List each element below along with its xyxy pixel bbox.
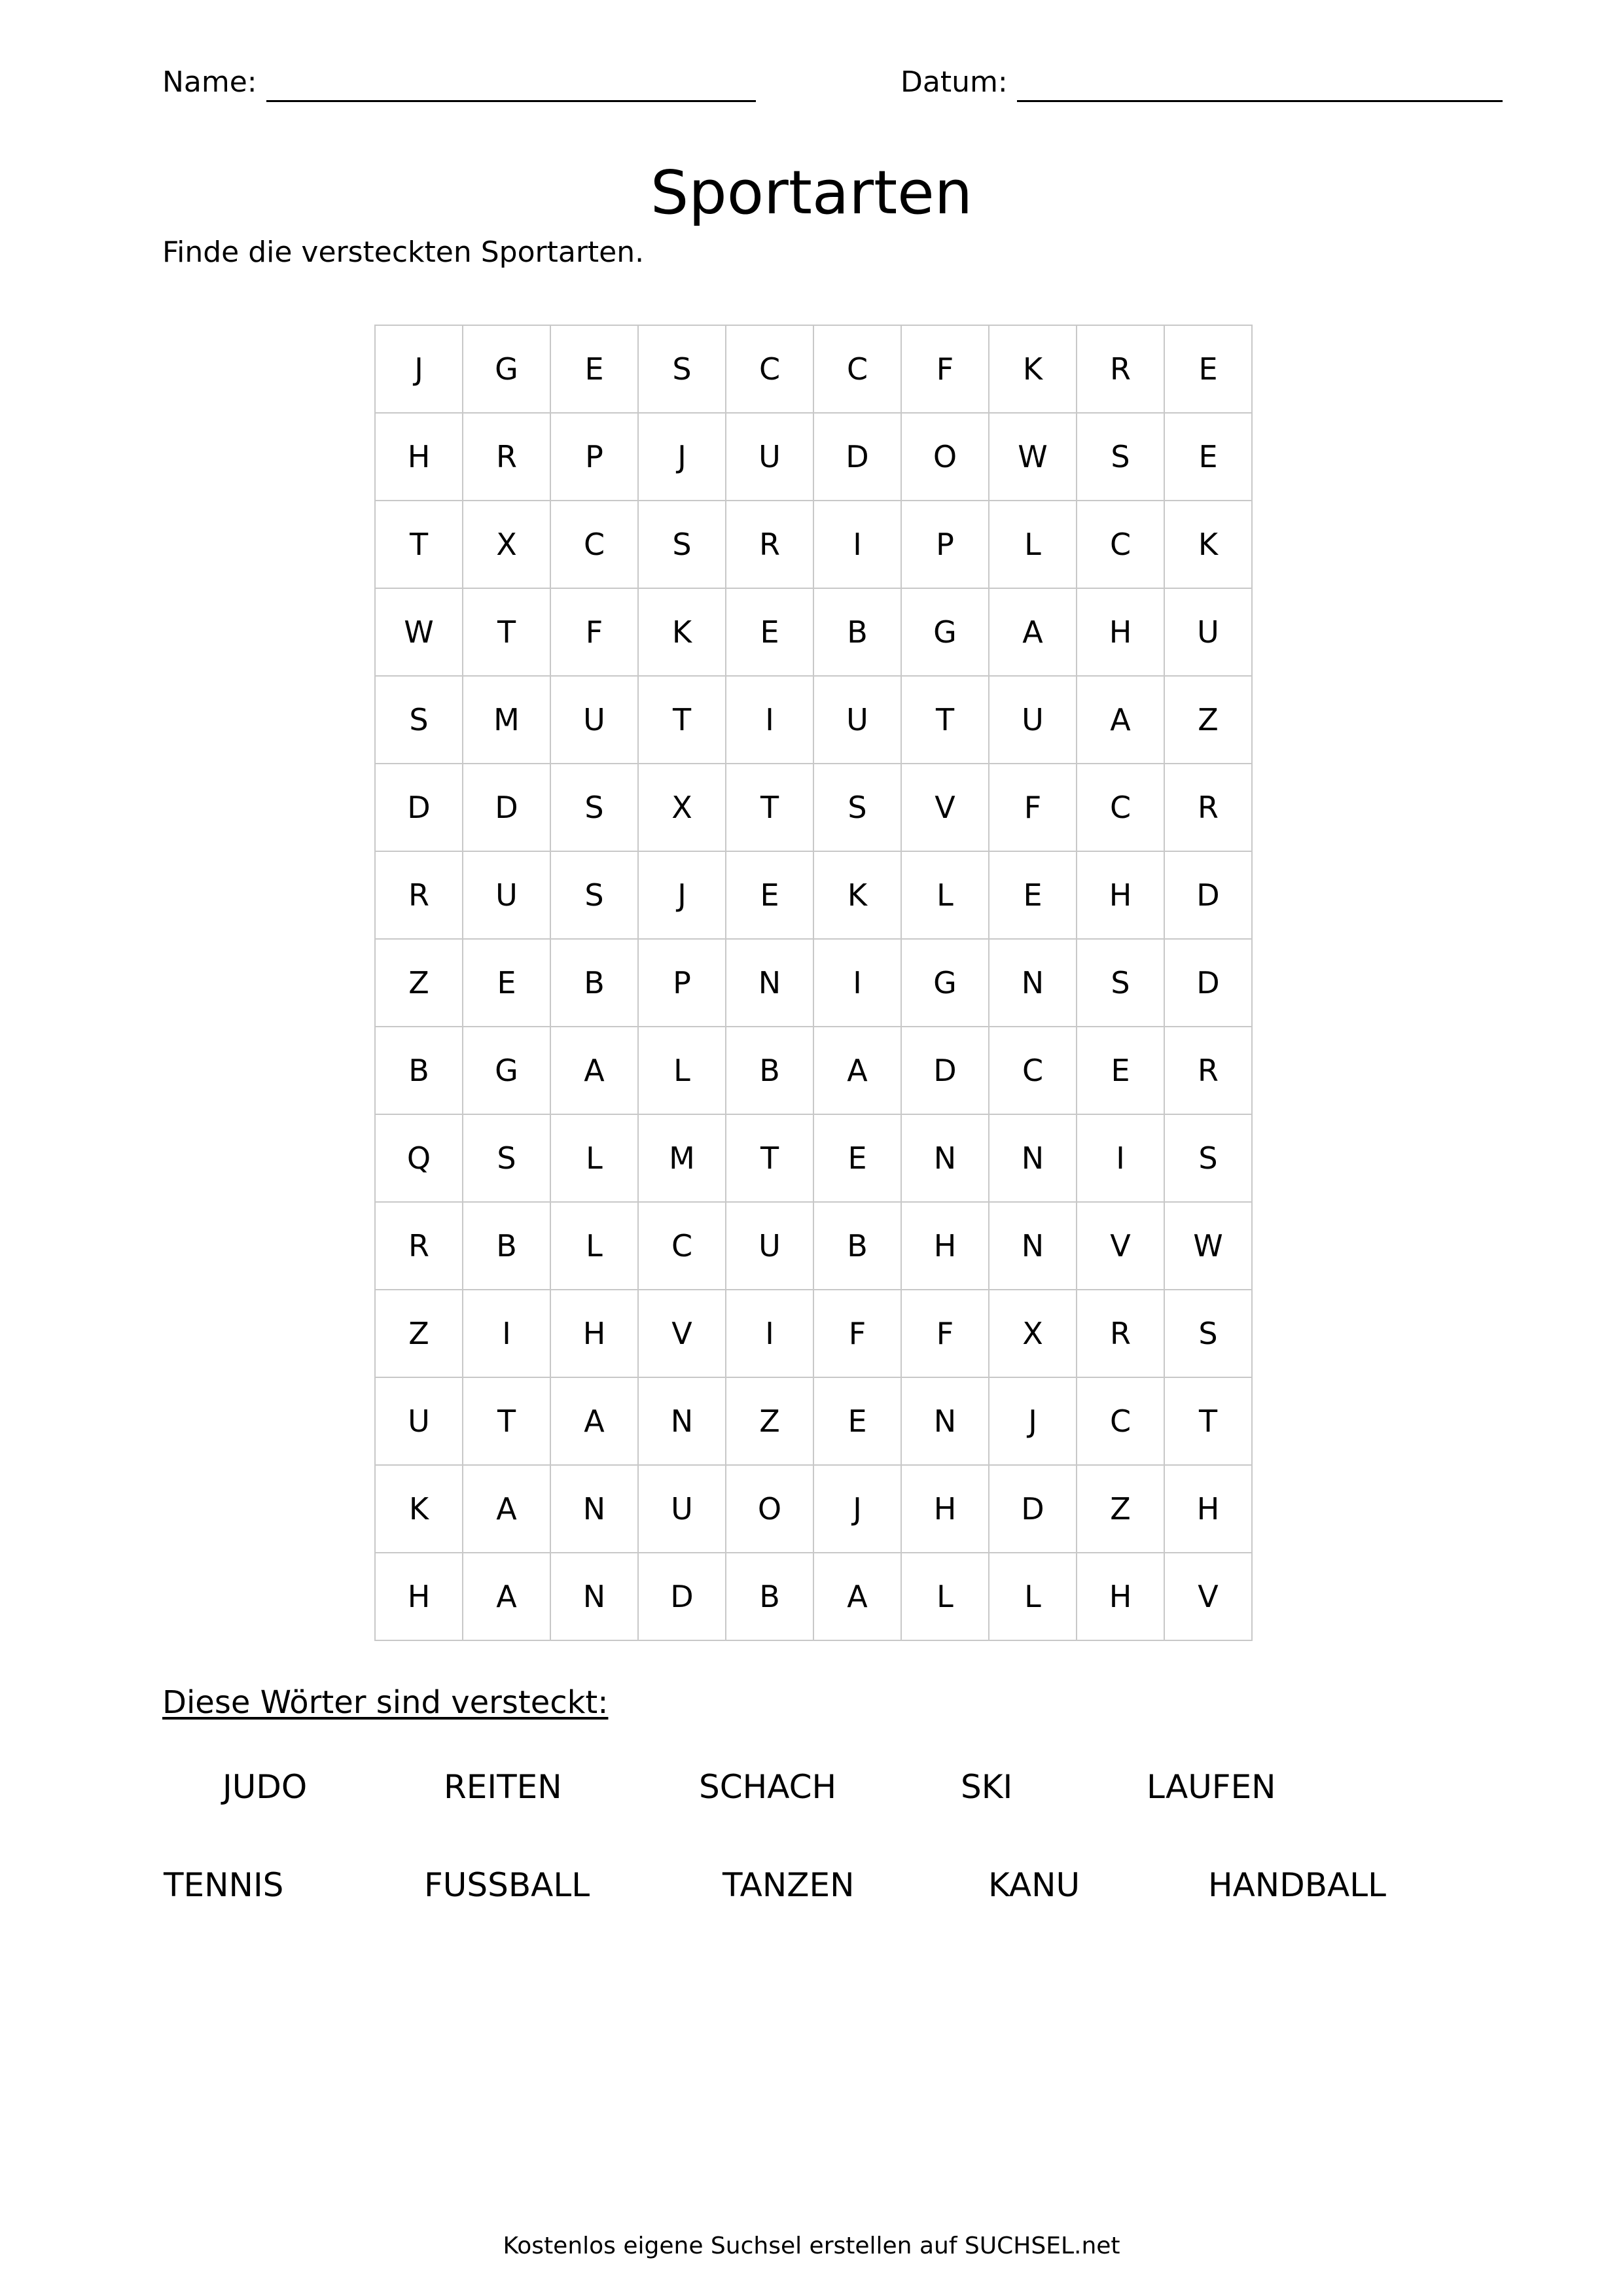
- grid-cell: N: [551, 1553, 639, 1641]
- grid-cell: S: [1165, 1115, 1253, 1203]
- grid-cell: L: [902, 1553, 990, 1641]
- grid-cell: G: [902, 940, 990, 1027]
- grid-cell: U: [1165, 589, 1253, 677]
- grid-cell: J: [639, 852, 726, 940]
- grid-cell: S: [376, 677, 463, 764]
- grid-cell: G: [463, 1027, 551, 1115]
- date-field: [901, 63, 1503, 102]
- word-item: JUDO: [223, 1768, 308, 1806]
- grid-cell: A: [551, 1378, 639, 1466]
- word-item: SKI: [961, 1768, 1013, 1806]
- grid-cell: C: [1077, 764, 1165, 852]
- grid-cell: V: [1077, 1203, 1165, 1290]
- grid-cell: S: [1165, 1290, 1253, 1378]
- grid-cell: L: [990, 1553, 1077, 1641]
- word-item: LAUFEN: [1147, 1768, 1276, 1806]
- grid-cell: F: [902, 326, 990, 414]
- grid-cell: L: [551, 1115, 639, 1203]
- grid-cell: A: [551, 1027, 639, 1115]
- grid-cell: U: [814, 677, 902, 764]
- grid-cell: R: [376, 1203, 463, 1290]
- grid-cell: D: [902, 1027, 990, 1115]
- grid-cell: M: [463, 677, 551, 764]
- grid-cell: I: [814, 940, 902, 1027]
- grid-cell: E: [990, 852, 1077, 940]
- grid-cell: B: [376, 1027, 463, 1115]
- grid-cell: L: [990, 501, 1077, 589]
- word-item: FUSSBALL: [424, 1866, 590, 1904]
- grid-cell: N: [726, 940, 814, 1027]
- grid-cell: T: [463, 1378, 551, 1466]
- grid-cell: H: [1077, 589, 1165, 677]
- grid-cell: Q: [376, 1115, 463, 1203]
- grid-cell: H: [1077, 852, 1165, 940]
- grid-cell: W: [376, 589, 463, 677]
- grid-cell: I: [463, 1290, 551, 1378]
- grid-cell: N: [639, 1378, 726, 1466]
- grid-cell: F: [814, 1290, 902, 1378]
- grid-cell: A: [1077, 677, 1165, 764]
- grid-cell: R: [726, 501, 814, 589]
- grid-cell: G: [902, 589, 990, 677]
- name-write-line: [266, 71, 756, 102]
- grid-cell: R: [1165, 1027, 1253, 1115]
- grid-cell: T: [376, 501, 463, 589]
- grid-cell: D: [376, 764, 463, 852]
- grid-cell: H: [902, 1203, 990, 1290]
- grid-cell: S: [1077, 940, 1165, 1027]
- grid-cell: B: [814, 589, 902, 677]
- grid-cell: U: [726, 1203, 814, 1290]
- grid-cell: K: [639, 589, 726, 677]
- grid-cell: D: [1165, 852, 1253, 940]
- grid-cell: O: [902, 414, 990, 501]
- date-write-line: [1017, 71, 1503, 102]
- grid-cell: L: [902, 852, 990, 940]
- grid-cell: R: [1165, 764, 1253, 852]
- grid-cell: T: [726, 764, 814, 852]
- grid-cell: E: [1165, 326, 1253, 414]
- word-item: REITEN: [444, 1768, 562, 1806]
- grid-cell: W: [1165, 1203, 1253, 1290]
- grid-cell: N: [990, 1203, 1077, 1290]
- date-label: Datum:: [901, 65, 1008, 99]
- word-item: HANDBALL: [1208, 1866, 1386, 1904]
- grid-cell: S: [1077, 414, 1165, 501]
- grid-cell: H: [376, 1553, 463, 1641]
- grid-cell: T: [1165, 1378, 1253, 1466]
- grid-cell: T: [463, 589, 551, 677]
- grid-cell: U: [463, 852, 551, 940]
- word-item: KANU: [988, 1866, 1080, 1904]
- grid-cell: S: [551, 764, 639, 852]
- grid-cell: L: [551, 1203, 639, 1290]
- grid-cell: R: [1077, 1290, 1165, 1378]
- grid-cell: K: [1165, 501, 1253, 589]
- grid-cell: S: [639, 326, 726, 414]
- grid-cell: B: [814, 1203, 902, 1290]
- grid-cell: P: [551, 414, 639, 501]
- grid-cell: E: [814, 1115, 902, 1203]
- grid-cell: U: [726, 414, 814, 501]
- grid-cell: K: [376, 1466, 463, 1553]
- grid-cell: C: [639, 1203, 726, 1290]
- grid-cell: Z: [1077, 1466, 1165, 1553]
- grid-cell: D: [639, 1553, 726, 1641]
- grid-cell: Z: [1165, 677, 1253, 764]
- grid-cell: J: [639, 414, 726, 501]
- grid-cell: R: [463, 414, 551, 501]
- grid-cell: Z: [376, 940, 463, 1027]
- grid-cell: I: [726, 1290, 814, 1378]
- grid-cell: D: [814, 414, 902, 501]
- grid-cell: D: [463, 764, 551, 852]
- grid-cell: T: [726, 1115, 814, 1203]
- grid-cell: E: [1077, 1027, 1165, 1115]
- grid-cell: N: [990, 1115, 1077, 1203]
- grid-cell: S: [814, 764, 902, 852]
- grid-cell: N: [551, 1466, 639, 1553]
- grid-cell: L: [639, 1027, 726, 1115]
- grid-cell: R: [1077, 326, 1165, 414]
- grid-cell: P: [902, 501, 990, 589]
- grid-cell: J: [814, 1466, 902, 1553]
- word-list-heading: Diese Wörter sind versteckt:: [162, 1684, 609, 1721]
- grid-cell: F: [902, 1290, 990, 1378]
- grid-cell: B: [551, 940, 639, 1027]
- grid-cell: F: [551, 589, 639, 677]
- grid-cell: C: [814, 326, 902, 414]
- grid-cell: B: [726, 1553, 814, 1641]
- word-item: TANZEN: [722, 1866, 855, 1904]
- grid-cell: C: [1077, 501, 1165, 589]
- instruction-text: Finde die versteckten Sportarten.: [162, 236, 645, 269]
- grid-cell: K: [814, 852, 902, 940]
- grid-cell: U: [376, 1378, 463, 1466]
- grid-cell: U: [990, 677, 1077, 764]
- grid-cell: Z: [376, 1290, 463, 1378]
- grid-cell: E: [814, 1378, 902, 1466]
- grid-cell: U: [551, 677, 639, 764]
- grid-cell: D: [990, 1466, 1077, 1553]
- grid-cell: J: [990, 1378, 1077, 1466]
- grid-cell: I: [1077, 1115, 1165, 1203]
- word-search-grid: [374, 325, 1253, 1641]
- grid-cell: H: [1077, 1553, 1165, 1641]
- grid-cell: I: [726, 677, 814, 764]
- grid-cell: H: [1165, 1466, 1253, 1553]
- name-field: [162, 63, 756, 102]
- grid-cell: X: [990, 1290, 1077, 1378]
- grid-cell: D: [1165, 940, 1253, 1027]
- grid-cell: C: [1077, 1378, 1165, 1466]
- grid-cell: H: [376, 414, 463, 501]
- word-item: SCHACH: [699, 1768, 837, 1806]
- grid-cell: E: [463, 940, 551, 1027]
- grid-cell: A: [814, 1553, 902, 1641]
- grid-cell: N: [990, 940, 1077, 1027]
- grid-cell: W: [990, 414, 1077, 501]
- grid-cell: P: [639, 940, 726, 1027]
- grid-cell: A: [990, 589, 1077, 677]
- grid-cell: B: [463, 1203, 551, 1290]
- grid-cell: E: [726, 589, 814, 677]
- word-item: TENNIS: [164, 1866, 284, 1904]
- grid-cell: S: [551, 852, 639, 940]
- grid-cell: V: [639, 1290, 726, 1378]
- grid-cell: B: [726, 1027, 814, 1115]
- page-title: Sportarten: [650, 158, 973, 228]
- grid-cell: S: [463, 1115, 551, 1203]
- grid-cell: H: [902, 1466, 990, 1553]
- name-label: Name:: [162, 65, 257, 99]
- grid-cell: V: [902, 764, 990, 852]
- grid-cell: K: [990, 326, 1077, 414]
- grid-cell: Z: [726, 1378, 814, 1466]
- grid-cell: E: [1165, 414, 1253, 501]
- grid-cell: M: [639, 1115, 726, 1203]
- grid-cell: N: [902, 1115, 990, 1203]
- grid-cell: X: [639, 764, 726, 852]
- grid-cell: X: [463, 501, 551, 589]
- grid-cell: J: [376, 326, 463, 414]
- grid-cell: C: [990, 1027, 1077, 1115]
- grid-cell: F: [990, 764, 1077, 852]
- grid-cell: T: [639, 677, 726, 764]
- grid-cell: S: [639, 501, 726, 589]
- grid-cell: R: [376, 852, 463, 940]
- grid-cell: T: [902, 677, 990, 764]
- grid-cell: I: [814, 501, 902, 589]
- grid-cell: A: [814, 1027, 902, 1115]
- grid-cell: E: [726, 852, 814, 940]
- footer-credit: Kostenlos eigene Suchsel erstellen auf SUCHSEL.net: [503, 2233, 1120, 2259]
- grid-cell: O: [726, 1466, 814, 1553]
- grid-cell: C: [551, 501, 639, 589]
- grid-cell: C: [726, 326, 814, 414]
- grid-cell: U: [639, 1466, 726, 1553]
- grid-cell: A: [463, 1553, 551, 1641]
- grid-cell: A: [463, 1466, 551, 1553]
- grid-cell: G: [463, 326, 551, 414]
- grid-cell: H: [551, 1290, 639, 1378]
- grid-cell: E: [551, 326, 639, 414]
- grid-cell: V: [1165, 1553, 1253, 1641]
- grid-cell: N: [902, 1378, 990, 1466]
